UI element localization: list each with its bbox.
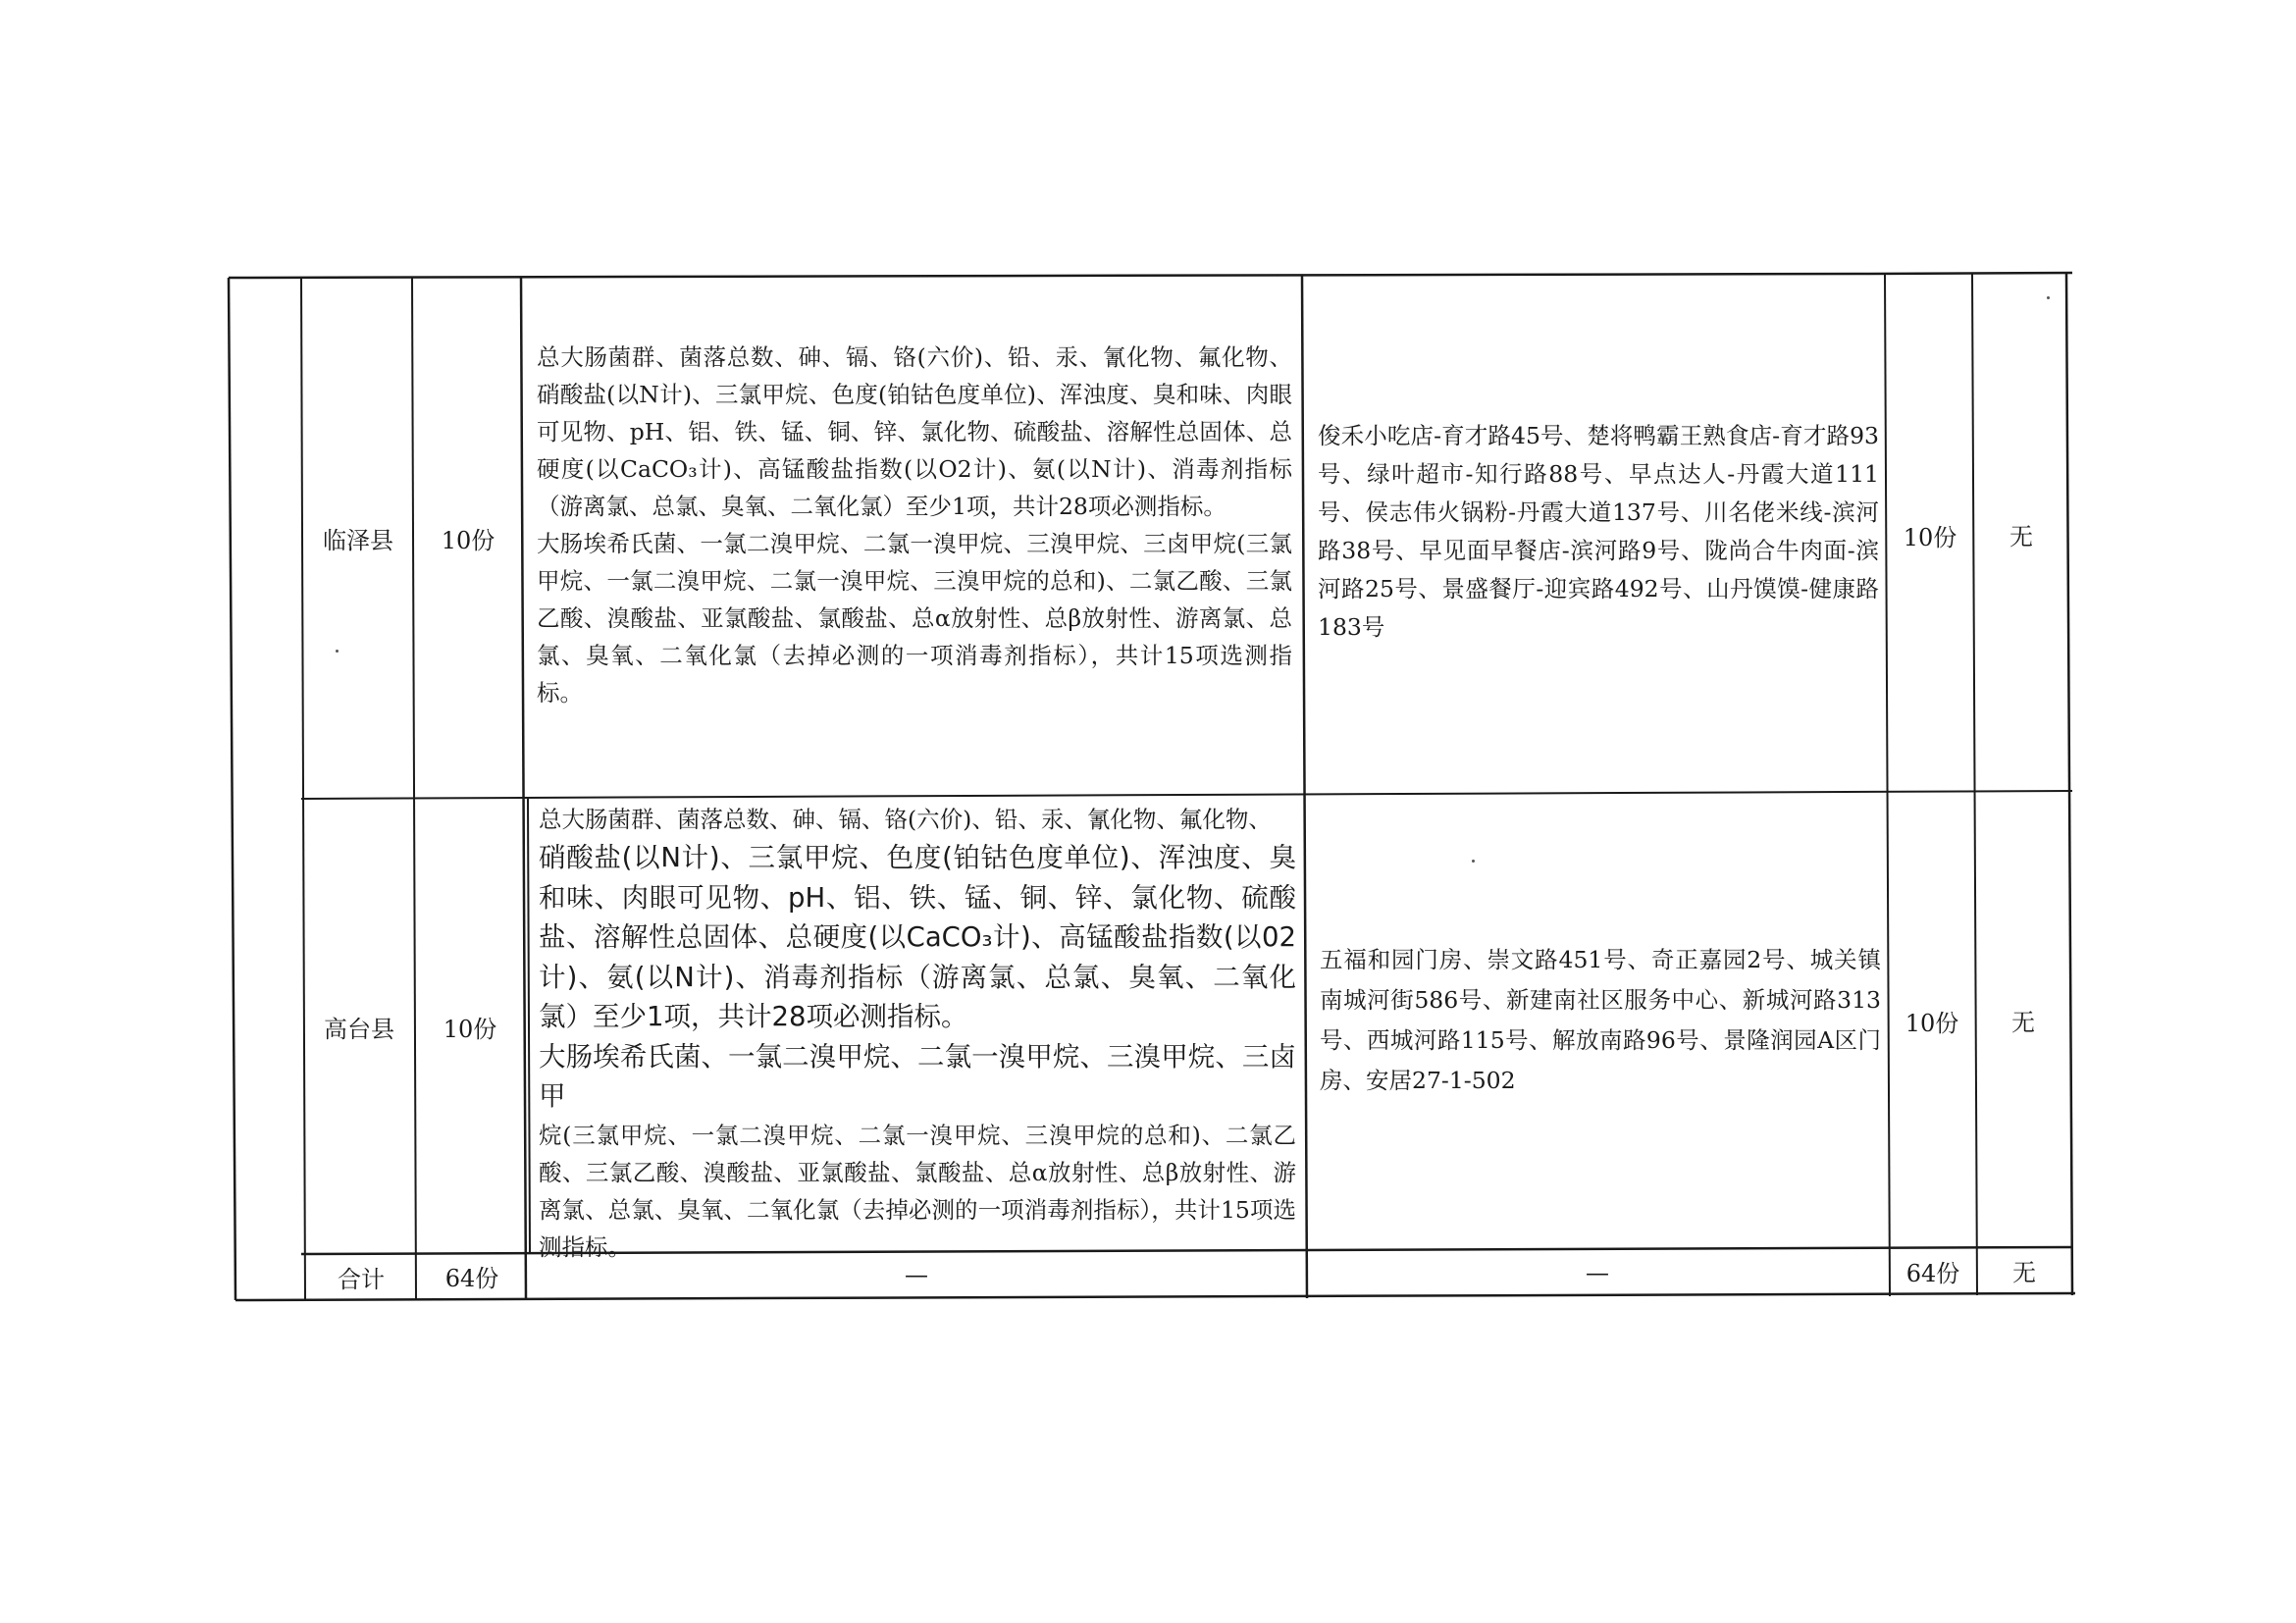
scan-speck [2047,296,2050,299]
scan-speck [1472,860,1475,863]
total-label: 合计 [338,1265,385,1293]
copies-value: 10份 [441,527,496,554]
note-value: 无 [2011,1008,2035,1036]
scan-speck [336,650,339,653]
indicators-cell [537,339,1292,711]
total-copies: 64份 [444,1264,499,1292]
copies-value: 10份 [443,1015,497,1043]
total-label-cell [306,1254,416,1299]
total-note: 无 [2012,1258,2036,1286]
total-indicators: — [905,1261,928,1288]
note-cell [1976,792,2070,1247]
total-indicators-cell [528,1252,1305,1297]
count-value: 10份 [1905,1009,1959,1037]
note-value: 无 [2009,522,2033,550]
total-count: 64份 [1905,1259,1960,1287]
county-name: 临泽县 [323,527,393,554]
optional-indicators: 烷(三氯甲烷、一氯二溴甲烷、二氯一溴甲烷、三溴甲烷的总和)、二氯乙酸、三氯乙酸、溴酸盐、亚氯酸盐、氯酸盐、总α放射性、总β放射性、游离氯、总氯、臭氧、二氧化氯（去掉必测的一项消毒剂指标），共计15项选测指标。 [539,1121,1296,1261]
copies-cell [415,799,525,1254]
mandatory-indicators: 硝酸盐(以N计)、三氯甲烷、色度(铂钴色度单位)、浑浊度、臭和味、肉眼可见物、pH、铝、铁、锰、铜、锌、氯化物、硫酸盐、溶解性总固体、总硬度(以CaCO₃计)、高锰酸盐指数(以02计)、氨(以N计)、消毒剂指标（游离氯、总氯、臭氧、二氧化氯）至少1项，共计28项必测指标。 [539,842,1296,1032]
mandatory-indicators: 总大肠菌群、菌落总数、砷、镉、铬(六价)、铅、汞、氰化物、氟化物、硝酸盐(以N计)、三氯甲烷、色度(铂钴色度单位)、浑浊度、臭和味、肉眼可见物、pH、铝、铁、锰、铜、锌、氯化物、硫酸盐、溶解性总固体、总硬度(以CaCO₃计)、高锰酸盐指数(以O2计)、氨(以N计)、消毒剂指标（游离氯、总氯、臭氧、二氧化氯）至少1项，共计28项必测指标。 [537,343,1292,520]
count-cell [1887,275,1973,795]
optional-indicators: 大肠埃希氏菌、一氯二溴甲烷、二氯一溴甲烷、三溴甲烷、三卤甲烷(三氯甲烷、一氯二溴甲烷、二氯一溴甲烷、三溴甲烷的总和)、二氯乙酸、三氯乙酸、溴酸盐、亚氯酸盐、氯酸盐、总α放射性、总β放射性、游离氯、总氯、臭氧、二氧化氯（去掉必测的一项消毒剂指标），共计15项选测指标。 [537,530,1292,707]
indicators-cell [539,801,1296,1266]
county-name: 高台县 [324,1015,394,1043]
county-cell [304,799,414,1254]
optional-indicators-head: 大肠埃希氏菌、一氯二溴甲烷、二氯一溴甲烷、三溴甲烷、三卤甲 [539,1040,1296,1112]
sampling-sites: 五福和园门房、崇文路451号、奇正嘉园2号、城关镇南城河街586号、新建南社区服务中心、新城河路313号、西城河路115号、解放南路96号、景隆润园A区门房、安居27-1-502 [1320,946,1881,1094]
county-cell [303,278,413,799]
indicators-first-line: 总大肠菌群、菌落总数、砷、镉、铬(六价)、铅、汞、氰化物、氟化物、 [539,806,1272,833]
note-cell [1974,274,2068,794]
count-value: 10份 [1903,523,1957,551]
sampling-sites-cell [1320,940,1881,1101]
total-note-cell [1977,1247,2071,1292]
count-cell [1889,793,1975,1248]
sampling-sites-cell [1318,417,1879,647]
total-sites: — [1586,1259,1609,1286]
total-count-cell [1890,1248,1976,1293]
total-sites-cell [1307,1250,1888,1295]
sampling-sites: 俊禾小吃店-育才路45号、楚将鸭霸王熟食店-育才路93号、绿叶超市-知行路88号、早点达人-丹霞大道111号、侯志伟火锅粉-丹霞大道137号、川名佬米线-滨河路38号、早见面早餐店-滨河路9号、陇尚合牛肉面-滨河路25号、景盛餐厅-迎宾路492号、山丹馍馍-健康路183号 [1318,422,1879,641]
total-copies-cell [417,1253,527,1298]
copies-cell [414,278,522,799]
